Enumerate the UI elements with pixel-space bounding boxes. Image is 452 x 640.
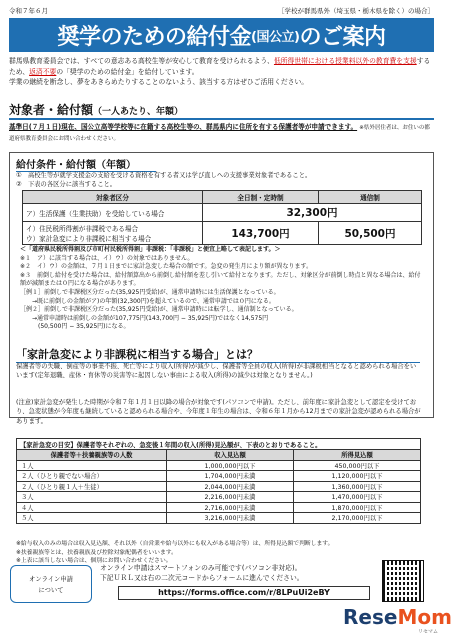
benefit-footnotes	[20, 246, 425, 332]
intro-line2: 学業の継続を断念し、夢をあきらめたりすることのないよう、該当する方はぜひご活用ください。	[9, 78, 309, 86]
table-cell: 1,704,000円未満	[167, 471, 294, 482]
income-table	[16, 449, 421, 524]
table-cell: 143,700円	[203, 222, 319, 245]
table-header: 収入見込額	[167, 450, 294, 461]
table-row	[17, 481, 421, 492]
table-cell: ４人	[17, 502, 167, 513]
table-cell: 2,716,000円未満	[167, 502, 294, 513]
table-cell: 1,120,000円以下	[294, 471, 421, 482]
footnote: (50,500円 − 35,925円)になる。	[20, 323, 130, 331]
intro-part: の「奨学のための給付金」を給付しています。	[56, 67, 199, 76]
table-cell	[23, 222, 203, 245]
application-url-link[interactable]: https://forms.office.com/r/8LPuUi2eBY	[118, 586, 370, 600]
table-row	[17, 460, 421, 471]
scope-label: ［学校が群馬県外（埼玉県・栃木県を除く）の場合］	[278, 7, 434, 15]
footnote: ＜「道府県民税所得割及び市町村民税所得割」非課税：「非課税」と便宜上略して表記します。＞	[20, 246, 281, 253]
table-cell: ２人（ひとり親でない場合）	[17, 471, 167, 482]
table-row	[17, 513, 421, 524]
intro-highlight: 返済不要	[29, 67, 57, 76]
title-banner	[9, 18, 434, 52]
table-cell: 2,170,000円以下	[294, 513, 421, 524]
intro-part: 群馬県教育委員会では、すべての意志ある高校生等が安心して教育を受けられるよう、	[9, 57, 274, 65]
basis-note: ※県外居住者は、お住いの都道府県教育委員会にお問い合わせください。	[9, 125, 430, 142]
table-row	[17, 502, 421, 513]
benefit-table	[22, 190, 422, 245]
income-footnotes	[16, 540, 421, 566]
table-cell: 450,000円以下	[294, 460, 421, 471]
footnote: ※１ ア）に該当する場合は、イ）ウ）の対象ではありません。	[20, 254, 194, 262]
section-sudden-change-title: 「家計急変により非課税に相当する場合」とは？	[16, 346, 420, 363]
footnote: ※給与収入のみの場合は収入見込額、それ以外（自営業や給与以外にも収入がある場合等）は、所得見込額で判断します。	[16, 541, 334, 547]
page-header	[9, 6, 434, 15]
table-cell: 32,300円	[203, 204, 422, 222]
table-row	[17, 492, 421, 503]
table-header: 全日制・定時制	[203, 191, 319, 204]
footnote: ［例２］前倒しで非課税区分だった(35,925円受給)が、通常申請時には転学し、通信制となっている。	[20, 306, 298, 314]
instruction-line: オンライン申請はスマートフォンのみ可能です(パソコン非対応)。	[100, 564, 302, 572]
logo-part: Mom	[397, 605, 452, 629]
table-row	[17, 471, 421, 482]
income-table-caption: 【家計急変の目安】保護者等それぞれの、急変後１年間の収入(所得)見込額が、下表のとおりであること。	[16, 438, 421, 451]
footnote: →既に前倒しの金額がア)の年額(32,300円)を超えているので、通常申請では０円になる。	[20, 297, 275, 305]
table-header: 所得見込額	[294, 450, 421, 461]
row-label: ウ）家計急変により非課税に相当する場合	[26, 235, 152, 243]
title-suffix: のご案内	[299, 24, 386, 50]
eligibility-basis	[9, 122, 434, 144]
footnote: ［例１］前倒しで非課税区分だった(35,925円受給)が、通常申請時には生活保護となっている。	[20, 288, 280, 296]
footnote: ※上表に該当しない場合は、個別にお問い合わせください。	[16, 558, 172, 564]
instruction-line: 下記ＵＲＬ又は右の二次元コードからフォームに進んでください。	[100, 574, 304, 582]
table-cell: 50,500円	[318, 222, 421, 245]
table-cell: ２人（ひとり親１人＋生徒）	[17, 481, 167, 492]
row-label: イ）住民税所得割が非課税である場合	[26, 225, 139, 233]
table-cell: 1,360,000円以下	[294, 481, 421, 492]
table-cell: 1,000,000円以下	[167, 460, 294, 471]
table-header: 保護者等＋扶養親族等の人数	[17, 450, 167, 461]
table-cell: ア）生活保護（生業扶助）を受給している場合	[23, 204, 203, 222]
table-cell: 3,216,000円未満	[167, 513, 294, 524]
logo-kana: リセマム	[418, 629, 438, 635]
table-cell: 1,870,000円以下	[294, 502, 421, 513]
online-label: について	[38, 587, 64, 594]
table-row	[23, 222, 422, 245]
page-title: 奨学のための給付金	[57, 24, 252, 50]
table-header: 通信制	[318, 191, 421, 204]
conditions-notes	[16, 171, 426, 189]
table-cell: 2,044,000円未満	[167, 481, 294, 492]
online-label: オンライン申請	[29, 576, 73, 583]
logo-part: Rese	[343, 605, 398, 629]
table-header: 対象者区分	[23, 191, 203, 204]
resemom-logo	[343, 605, 452, 629]
conditions-title: 給付条件・給付額（年額）	[16, 156, 156, 172]
section-title: 対象者・給付額	[9, 103, 94, 117]
online-instructions	[100, 563, 370, 583]
footnote: ※２ イ）ウ）の金額は、７月１日までに家計急変した場合の額です。急変の発生月により額が異なります。	[20, 263, 313, 271]
condition-1: ① 高校生等が就学支援金の支給を受ける資格を有する者又は学び直しへの支援事業対象者であること。	[16, 172, 312, 179]
table-cell: ５人	[17, 513, 167, 524]
online-application-label	[10, 565, 92, 603]
footnote: ※３ 前倒し給付を受けた場合は、給付額算出から前倒し給付額を差し引いて給付となります。ただし、対象区分が前倒し時点と異なる場合は、給付額が減額または０円になる場合があります。	[20, 271, 421, 288]
table-cell: 1,470,000円以下	[294, 492, 421, 503]
issue-date: 令和７年６月	[9, 7, 48, 15]
intro-highlight: 低所得世帯における授業料以外の教育費を支援	[273, 57, 417, 65]
basis-text: 基準日(７月１日)現在、国公立高等学校等に在籍する高校生等の、群馬県内に住所を有する保護者等が申請できます。	[9, 123, 358, 131]
intro-text	[9, 56, 434, 88]
section-subtitle: （一人あたり、年額）	[93, 107, 184, 117]
table-cell: １人	[17, 460, 167, 471]
title-type: (国公立)	[251, 29, 300, 45]
footnote: →通常申請時は前倒しの金額が107,775円(143,700円 − 35,925円)ではなく14,575円	[20, 314, 269, 322]
intro-part: するため、	[9, 57, 431, 76]
footnote: ※扶養親族等とは、扶養親族及び控除対象配偶者をいいます。	[16, 549, 177, 556]
table-cell: 2,216,000円未満	[167, 492, 294, 503]
sudden-change-caution: (注意)家計急変が発生した時期が令和７年１月１日以降の場合が対象です(パソコンで申請)。ただし、前年度に家計急変として認定を受けており、急変状態が今年度も継続していると認められる場合や、今年度１年生の場合は、令和６年１月から12月までの家計急変が認められる場合があります。	[16, 399, 421, 425]
table-cell: ３人	[17, 492, 167, 503]
condition-2: ② 下表の各区分に該当すること。	[16, 181, 117, 188]
sudden-change-description: 保護者等の失職、倒産等の事業不振、死亡等により収入(所得)が減少し、保護者等全員の収入(所得)が非課税相当となると認められる場合をいいます(定年退職、産休・育休等の災害等に起因しない事由による収入(所得)の減少は対象となりません。)	[16, 363, 417, 380]
table-row	[23, 204, 422, 222]
qr-code-icon[interactable]	[382, 560, 424, 602]
section-eligibility-title	[9, 101, 434, 120]
